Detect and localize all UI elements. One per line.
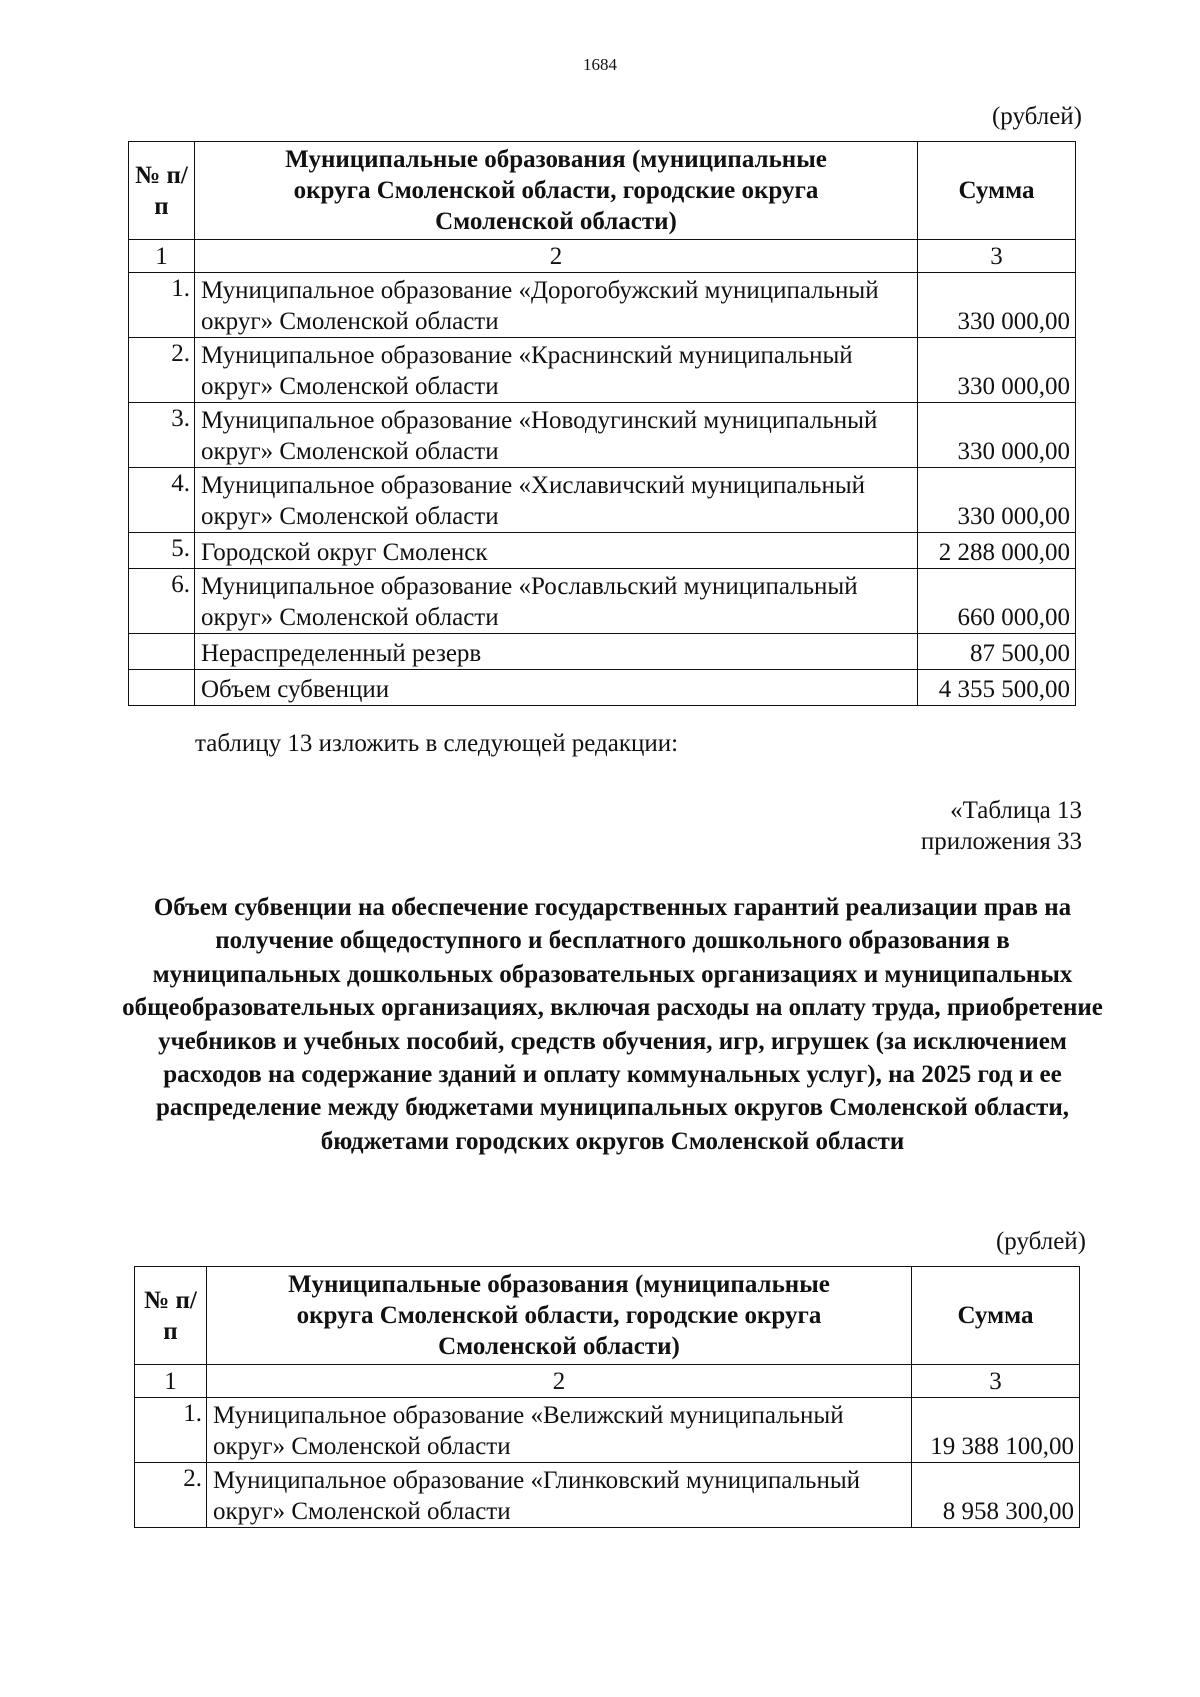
row-number <box>129 670 195 706</box>
row-number <box>129 634 195 670</box>
table1 <box>128 141 1076 706</box>
intro-text: таблицу 13 изложить в следующей редакции: <box>195 730 679 757</box>
row-name: Муниципальное образование «Глинковский муниципальный округ» Смоленской области <box>207 1463 912 1528</box>
table1-colnum-1: 1 <box>129 240 195 273</box>
row-sum: 660 000,00 <box>918 569 1076 634</box>
row-name: Муниципальное образование «Краснинский муниципальный округ» Смоленской области <box>195 338 918 403</box>
table2-colnum-1: 1 <box>135 1365 207 1398</box>
table-row <box>129 533 1076 569</box>
table-row <box>129 273 1076 338</box>
table-row <box>129 338 1076 403</box>
table2-colnum-3: 3 <box>912 1365 1080 1398</box>
row-name: Муниципальное образование «Дорогобужский муниципальный округ» Смоленской области <box>195 273 918 338</box>
table-row <box>129 569 1076 634</box>
row-name: Городской округ Смоленск <box>195 533 918 569</box>
row-sum: 330 000,00 <box>918 273 1076 338</box>
row-sum: 2 288 000,00 <box>918 533 1076 569</box>
table1-header-sum: Сумма <box>918 142 1076 240</box>
table2 <box>134 1266 1080 1528</box>
table-row <box>129 468 1076 533</box>
table-row <box>129 403 1076 468</box>
row-name: Объем субвенции <box>195 670 918 706</box>
table1-colnum-3: 3 <box>918 240 1076 273</box>
table-reference-line1: «Таблица 13 <box>950 797 1082 824</box>
row-number: 6. <box>129 569 195 634</box>
row-sum: 330 000,00 <box>918 338 1076 403</box>
document-title: Объем субвенции на обеспечение государственных гарантий реализации прав на получение общедоступного и бесплатного дошкольного образования в муниципальных дошкольных образовательных организациях и муниципальных общеобразовательных организациях, включая расходы на оплату труда, приобретение учебников и учебных пособий, средств обучения, игр, игрушек (за исключением расходов на содержание зданий и оплату коммунальных услуг), на 2025 год и ее распределение между бюджетами муниципальных округов Смоленской области, бюджетами городских округов Смоленской области <box>122 894 1103 1155</box>
table2-colnum-row <box>135 1365 1080 1398</box>
table1-header-name: Муниципальные образования (муниципальные округа Смоленской области, городские округа Смоленской области) <box>195 142 918 240</box>
table-row <box>135 1463 1080 1528</box>
row-name: Муниципальное образование «Хиславичский муниципальный округ» Смоленской области <box>195 468 918 533</box>
table1-colnum-2: 2 <box>195 240 918 273</box>
table-reference <box>921 795 1082 857</box>
table1-units: (рублей) <box>991 103 1082 130</box>
table2-header-row <box>135 1267 1080 1365</box>
row-number: 5. <box>129 533 195 569</box>
page-number: 1684 <box>583 55 617 74</box>
row-number: 1. <box>135 1398 207 1463</box>
table-reference-line2: приложения 33 <box>920 828 1082 855</box>
row-sum: 8 958 300,00 <box>912 1463 1080 1528</box>
row-sum: 330 000,00 <box>918 468 1076 533</box>
row-number: 4. <box>129 468 195 533</box>
row-name: Муниципальное образование «Рославльский муниципальный округ» Смоленской области <box>195 569 918 634</box>
row-number: 1. <box>129 273 195 338</box>
table1-header-row <box>129 142 1076 240</box>
table2-header-num: № п/п <box>135 1267 207 1365</box>
table-row <box>129 634 1076 670</box>
table1-colnum-row <box>129 240 1076 273</box>
table2-header-sum: Сумма <box>912 1267 1080 1365</box>
table2-colnum-2: 2 <box>207 1365 912 1398</box>
row-sum: 87 500,00 <box>918 634 1076 670</box>
table-row <box>129 670 1076 706</box>
table2-header-name: Муниципальные образования (муниципальные округа Смоленской области, городские округа Смоленской области) <box>207 1267 912 1365</box>
row-name: Муниципальное образование «Велижский муниципальный округ» Смоленской области <box>207 1398 912 1463</box>
row-number: 3. <box>129 403 195 468</box>
table2-units: (рублей) <box>995 1228 1086 1255</box>
row-sum: 19 388 100,00 <box>912 1398 1080 1463</box>
row-sum: 4 355 500,00 <box>918 670 1076 706</box>
row-number: 2. <box>129 338 195 403</box>
table1-header-num: № п/п <box>129 142 195 240</box>
table-row <box>135 1398 1080 1463</box>
row-name: Муниципальное образование «Новодугинский муниципальный округ» Смоленской области <box>195 403 918 468</box>
row-sum: 330 000,00 <box>918 403 1076 468</box>
row-name: Нераспределенный резерв <box>195 634 918 670</box>
row-number: 2. <box>135 1463 207 1528</box>
